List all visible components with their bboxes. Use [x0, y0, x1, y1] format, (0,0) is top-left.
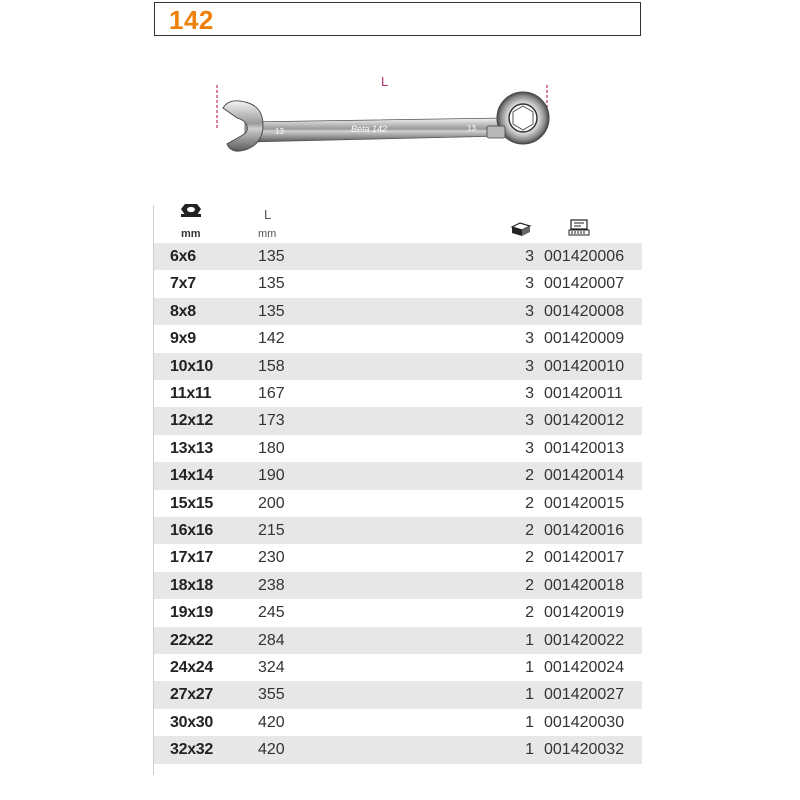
quantity-cell: 1 [525, 659, 534, 676]
length-cell: 180 [258, 439, 285, 457]
table-row [154, 599, 642, 626]
table-row [154, 462, 642, 489]
table-row [154, 572, 642, 599]
size-cell: 15x15 [170, 494, 213, 512]
table-row [154, 681, 642, 708]
length-cell: 245 [258, 604, 285, 622]
article-code-cell: 001420015 [544, 494, 625, 512]
quantity-cell: 3 [525, 248, 534, 265]
size-cell: 11x11 [170, 385, 212, 402]
length-cell: 167 [258, 385, 285, 402]
size-cell: 6x6 [170, 248, 196, 265]
table-row [154, 627, 642, 654]
article-code-cell: 001420019 [544, 604, 625, 622]
table-row [154, 435, 642, 462]
table-row [154, 407, 642, 434]
length-header: L [264, 207, 272, 222]
length-cell: 324 [258, 659, 285, 676]
quantity-cell: 1 [525, 686, 534, 704]
article-code-cell: 001420030 [544, 713, 625, 731]
article-code-cell: 001420017 [544, 549, 625, 567]
size-cell: 18x18 [170, 576, 213, 594]
article-code-cell: 001420007 [544, 275, 625, 293]
size-cell: 16x16 [170, 522, 213, 539]
size-cell: 10x10 [170, 357, 213, 375]
table-row [154, 654, 642, 681]
table-row [154, 709, 642, 736]
length-cell: 284 [258, 631, 285, 649]
quantity-cell: 3 [525, 412, 534, 430]
article-code-cell: 001420018 [544, 576, 625, 594]
size-cell: 30x30 [170, 713, 213, 731]
size-cell: 32x32 [170, 741, 213, 759]
table-row [154, 380, 642, 407]
wrench-illustration [205, 70, 565, 170]
article-code-cell: 001420011 [544, 385, 623, 402]
length-cell: 135 [258, 275, 285, 293]
quantity-cell: 3 [525, 275, 534, 293]
quantity-cell: 2 [525, 467, 534, 485]
quantity-cell: 3 [525, 439, 534, 457]
quantity-cell: 2 [525, 494, 534, 512]
length-cell: 200 [258, 494, 285, 512]
product-number: 142 [169, 5, 214, 35]
table-row [154, 270, 642, 297]
hex-nut-icon [180, 203, 202, 222]
size-cell: 17x17 [170, 549, 213, 567]
table-row [154, 325, 642, 352]
quantity-cell: 2 [525, 604, 534, 622]
size-cell: 27x27 [170, 686, 213, 704]
quantity-cell: 3 [525, 302, 534, 320]
wrench-size-left: 13 [275, 127, 284, 136]
length-cell: 142 [258, 330, 285, 348]
article-code-cell: 001420009 [544, 330, 625, 348]
length-cell: 135 [258, 248, 285, 265]
length-dimension-label: L [381, 74, 389, 89]
article-code-cell: 001420006 [544, 248, 625, 265]
length-cell: 190 [258, 467, 285, 485]
article-code-cell: 001420014 [544, 467, 625, 485]
barcode-label-icon [568, 218, 590, 239]
quantity-cell: 1 [525, 631, 534, 649]
title-box [154, 2, 641, 36]
wrench-size-right: 13 [467, 124, 476, 133]
length-cell: 173 [258, 412, 285, 430]
article-code-cell: 001420032 [544, 741, 625, 759]
quantity-cell: 1 [525, 741, 534, 759]
package-quantity-icon [510, 221, 532, 240]
length-cell: 355 [258, 686, 285, 704]
length-cell: 215 [258, 522, 285, 539]
length-cell: 420 [258, 713, 285, 731]
quantity-cell: 2 [525, 576, 534, 594]
article-code-cell: 001420027 [544, 686, 625, 704]
size-cell: 14x14 [170, 467, 213, 485]
quantity-cell: 3 [525, 357, 534, 375]
article-code-cell: 001420022 [544, 631, 625, 649]
table-row [154, 544, 642, 571]
table-row [154, 736, 642, 763]
length-cell: 158 [258, 357, 285, 375]
length-cell: 238 [258, 576, 285, 594]
article-code-cell: 001420008 [544, 302, 625, 320]
size-cell: 7x7 [170, 275, 196, 293]
quantity-cell: 3 [525, 385, 534, 402]
size-cell: 24x24 [170, 659, 213, 676]
quantity-cell: 1 [525, 713, 534, 731]
table-row [154, 490, 642, 517]
size-cell: 8x8 [170, 302, 196, 320]
table-row [154, 243, 642, 270]
size-cell: 12x12 [170, 412, 213, 430]
article-code-cell: 001420016 [544, 522, 625, 539]
size-cell: 19x19 [170, 604, 213, 622]
article-code-cell: 001420024 [544, 659, 625, 676]
size-cell: 13x13 [170, 439, 213, 457]
length-cell: 230 [258, 549, 285, 567]
length-unit: mm [258, 228, 277, 240]
size-unit: mm [181, 228, 201, 240]
table-row [154, 353, 642, 380]
length-cell: 135 [258, 302, 285, 320]
article-code-cell: 001420010 [544, 357, 625, 375]
length-cell: 420 [258, 741, 285, 759]
quantity-cell: 2 [525, 549, 534, 567]
table-row [154, 517, 642, 544]
article-code-cell: 001420013 [544, 439, 625, 457]
size-cell: 9x9 [170, 330, 196, 348]
quantity-cell: 2 [525, 522, 534, 539]
article-code-cell: 001420012 [544, 412, 625, 430]
wrench-brand: Beta 142 [351, 124, 388, 134]
size-cell: 22x22 [170, 631, 213, 649]
table-row [154, 298, 642, 325]
quantity-cell: 3 [525, 330, 534, 348]
